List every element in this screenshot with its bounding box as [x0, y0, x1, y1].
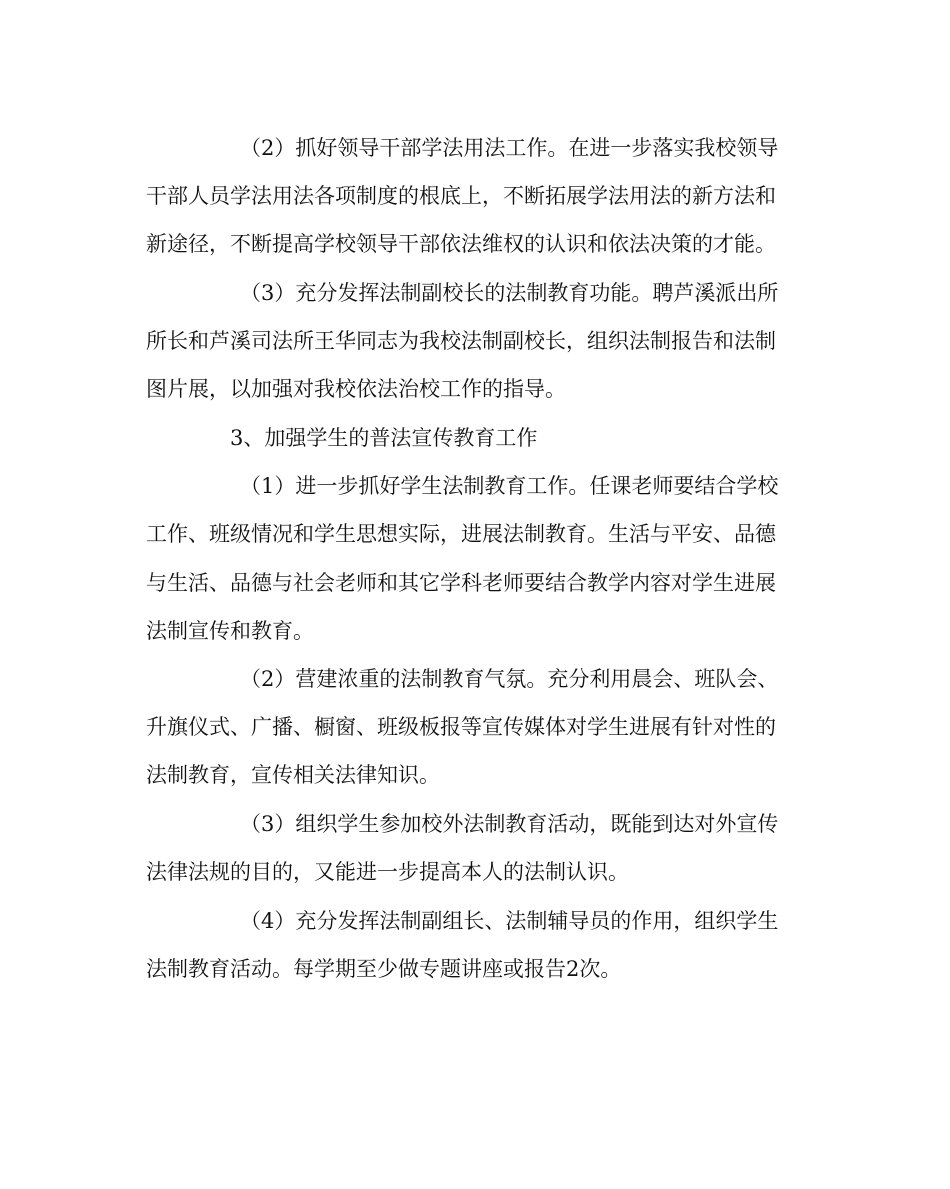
paragraph-line: 法制教育活动。每学期至少做专题讲座或报告2次。	[146, 957, 622, 981]
paragraph-line: （1）进一步抓好学生法制教育工作。任课老师要结合学校	[240, 474, 779, 498]
paragraph-line: （3）充分发挥法制副校长的法制教育功能。聘芦溪派出所	[240, 281, 779, 305]
paragraph-line: 所长和芦溪司法所王华同志为我校法制副校长，组织法制报告和法制	[146, 329, 776, 353]
paragraph-line: 法律法规的目的，又能进一步提高本人的法制认识。	[146, 860, 629, 884]
section-heading: 3、加强学生的普法宣传教育工作	[230, 426, 538, 450]
paragraph-line: （3）组织学生参加校外法制教育活动，既能到达对外宣传	[240, 812, 779, 836]
paragraph-line: 法制宣传和教育。	[146, 619, 314, 643]
paragraph-line: 法制教育，宣传相关法律知识。	[146, 763, 440, 787]
paragraph-line: （2）抓好领导干部学法用法工作。在进一步落实我校领导	[240, 136, 779, 160]
paragraph-line: 工作、班级情况和学生思想实际，进展法制教育。生活与平安、品德	[146, 522, 776, 546]
paragraph-line: 图片展，以加强对我校依法治校工作的指导。	[146, 377, 566, 401]
paragraph-line: （2）营建浓重的法制教育气氛。充分利用晨会、班队会、	[240, 667, 779, 691]
paragraph-line: 干部人员学法用法各项制度的根底上，不断拓展学法用法的新方法和	[146, 184, 776, 208]
paragraph-line: 升旗仪式、广播、橱窗、班级板报等宣传媒体对学生进展有针对性的	[146, 715, 776, 739]
paragraph-line: （4）充分发挥法制副组长、法制辅导员的作用，组织学生	[240, 909, 779, 933]
paragraph-line: 与生活、品德与社会老师和其它学科老师要结合教学内容对学生进展	[146, 571, 776, 595]
paragraph-line: 新途径，不断提高学校领导干部依法维权的认识和依法决策的才能。	[146, 232, 776, 256]
